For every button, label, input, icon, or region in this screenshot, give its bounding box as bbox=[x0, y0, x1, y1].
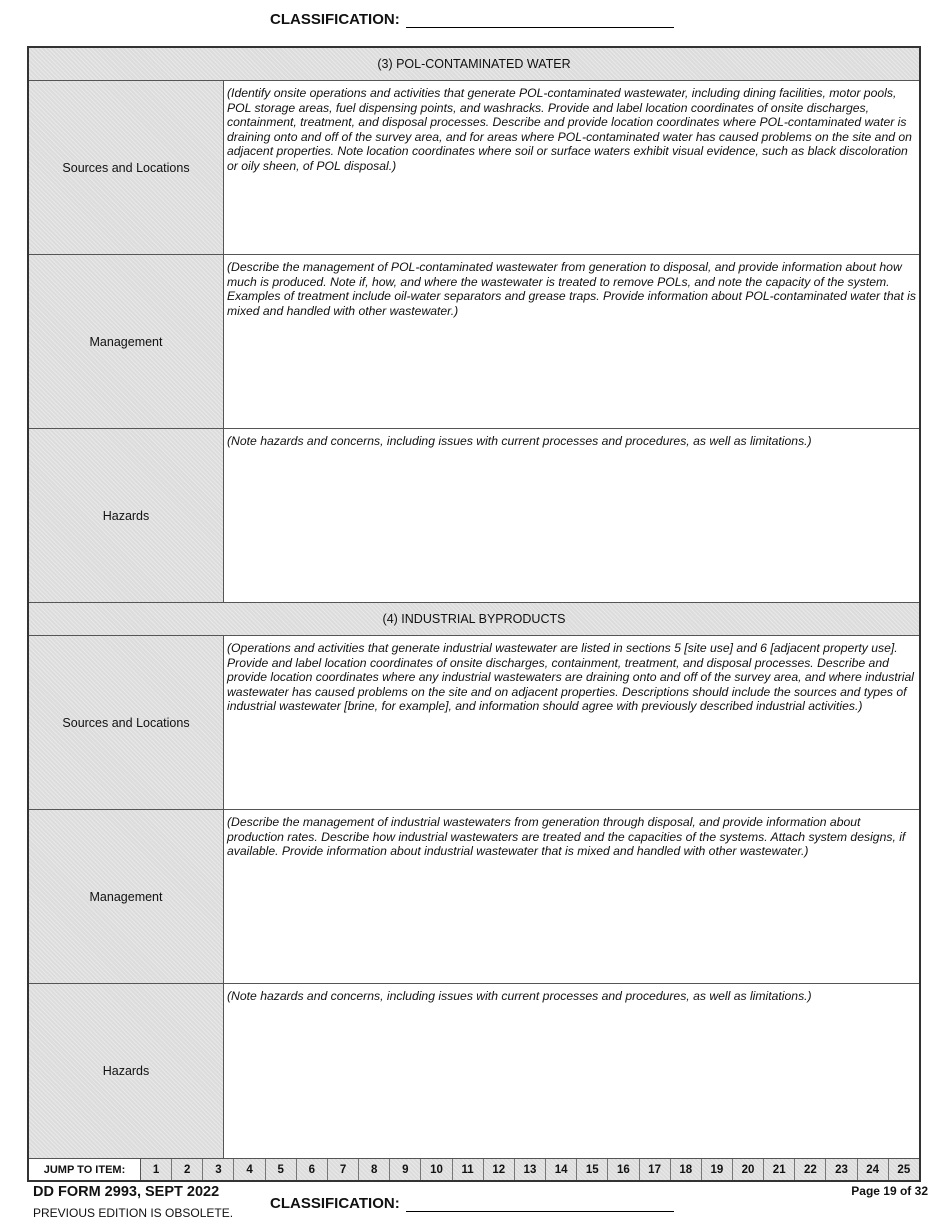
jump-item-19[interactable]: 19 bbox=[702, 1159, 733, 1180]
industrial-hazards-field[interactable] bbox=[224, 984, 919, 1158]
row-label: Hazards bbox=[29, 984, 224, 1158]
jump-item-5[interactable]: 5 bbox=[266, 1159, 297, 1180]
row-pol-hazards bbox=[29, 429, 919, 603]
field-instructions: (Operations and activities that generate industrial wastewater are listed in sections 5 [site use] and 6 [adjacent property use]. Provide and label location coordinates of onsite discharges, containment, treatment, and disposal processes. Describe and provide location coordinates where any industrial wastewaters are draining onto and off of the survey area, and where industrial wastewater has caused problems on the site and on adjacent properties. Descriptions should include the sources and types of industrial wastewater [brine, for example], and information should agree with previously described industrial activities.) bbox=[227, 641, 914, 714]
row-label: Sources and Locations bbox=[29, 81, 224, 254]
jump-item-12[interactable]: 12 bbox=[484, 1159, 515, 1180]
row-pol-management bbox=[29, 255, 919, 429]
row-industrial-management bbox=[29, 810, 919, 984]
jump-item-21[interactable]: 21 bbox=[764, 1159, 795, 1180]
pol-management-field[interactable] bbox=[224, 255, 919, 428]
industrial-sources-locations-field[interactable] bbox=[224, 636, 919, 809]
jump-item-2[interactable]: 2 bbox=[172, 1159, 203, 1180]
classification-field[interactable] bbox=[406, 11, 674, 28]
jump-item-18[interactable]: 18 bbox=[671, 1159, 702, 1180]
field-instructions: (Identify onsite operations and activities that generate POL-contaminated wastewater, including dining facilities, motor pools, POL storage areas, fuel dispensing points, and washracks. Provide and label location coordinates of onsite discharges, containment, treatment, and disposal processes. Describe and provide location coordinates where POL-contaminated water is draining onto and off of the survey area, and for areas where POL-contaminated water has caused problems on the site and on adjacent properties. Note location coordinates where soil or surface waters exhibit visual evidence, such as black discoloration or oily sheen, of POL disposal.) bbox=[227, 86, 912, 173]
jump-item-4[interactable]: 4 bbox=[234, 1159, 265, 1180]
jump-item-24[interactable]: 24 bbox=[858, 1159, 889, 1180]
jump-item-1[interactable]: 1 bbox=[141, 1159, 172, 1180]
classification-top bbox=[270, 11, 674, 28]
jump-item-11[interactable]: 11 bbox=[453, 1159, 484, 1180]
edition-notice: PREVIOUS EDITION IS OBSOLETE. bbox=[33, 1206, 234, 1220]
jump-item-20[interactable]: 20 bbox=[733, 1159, 764, 1180]
jump-item-25[interactable]: 25 bbox=[889, 1159, 919, 1180]
jump-item-14[interactable]: 14 bbox=[546, 1159, 577, 1180]
jump-item-10[interactable]: 10 bbox=[421, 1159, 452, 1180]
page-number: Page 19 of 32 bbox=[851, 1184, 928, 1198]
jump-item-23[interactable]: 23 bbox=[826, 1159, 857, 1180]
jump-item-3[interactable]: 3 bbox=[203, 1159, 234, 1180]
row-industrial-sources-locations bbox=[29, 636, 919, 810]
form-frame bbox=[27, 46, 921, 1182]
classification-label: CLASSIFICATION: bbox=[270, 1195, 400, 1212]
row-label: Management bbox=[29, 255, 224, 428]
jump-item-7[interactable]: 7 bbox=[328, 1159, 359, 1180]
form-identifier: DD FORM 2993, SEPT 2022 bbox=[33, 1184, 220, 1200]
classification-bottom bbox=[270, 1195, 674, 1212]
row-pol-sources-locations bbox=[29, 81, 919, 255]
jump-to-item-bar bbox=[29, 1158, 919, 1180]
jump-item-16[interactable]: 16 bbox=[608, 1159, 639, 1180]
row-label: Hazards bbox=[29, 429, 224, 602]
jump-item-17[interactable]: 17 bbox=[640, 1159, 671, 1180]
classification-field[interactable] bbox=[406, 1195, 674, 1212]
row-label: Sources and Locations bbox=[29, 636, 224, 809]
jump-item-15[interactable]: 15 bbox=[577, 1159, 608, 1180]
field-instructions: (Describe the management of industrial wastewaters from generation through disposal, and provide information about production rates. Describe how industrial wastewaters are treated and the capacities of the systems. Attach system designs, if available. Provide information about industrial wastewater that is mixed and handled with other wastewater.) bbox=[227, 815, 906, 859]
field-instructions: (Note hazards and concerns, including issues with current processes and procedures, as well as limitations.) bbox=[227, 989, 812, 1003]
jump-item-22[interactable]: 22 bbox=[795, 1159, 826, 1180]
industrial-management-field[interactable] bbox=[224, 810, 919, 983]
jump-item-8[interactable]: 8 bbox=[359, 1159, 390, 1180]
classification-label: CLASSIFICATION: bbox=[270, 11, 400, 28]
row-industrial-hazards bbox=[29, 984, 919, 1158]
pol-hazards-field[interactable] bbox=[224, 429, 919, 602]
section-header-pol-contaminated-water: (3) POL-CONTAMINATED WATER bbox=[29, 48, 919, 81]
pol-sources-locations-field[interactable] bbox=[224, 81, 919, 254]
row-label: Management bbox=[29, 810, 224, 983]
jump-item-9[interactable]: 9 bbox=[390, 1159, 421, 1180]
section-header-industrial-byproducts: (4) INDUSTRIAL BYPRODUCTS bbox=[29, 603, 919, 636]
jump-item-6[interactable]: 6 bbox=[297, 1159, 328, 1180]
jump-item-13[interactable]: 13 bbox=[515, 1159, 546, 1180]
field-instructions: (Note hazards and concerns, including issues with current processes and procedures, as well as limitations.) bbox=[227, 434, 812, 448]
jump-to-item-label: JUMP TO ITEM: bbox=[29, 1159, 141, 1180]
field-instructions: (Describe the management of POL-contaminated wastewater from generation to disposal, and provide information about how much is produced. Note if, how, and where the wastewater is treated to remove POLs, and note the capacity of the system. Examples of treatment include oil-water separators and grease traps. Provide information about POL-contaminated water that is mixed and handled with other wastewater.) bbox=[227, 260, 916, 318]
